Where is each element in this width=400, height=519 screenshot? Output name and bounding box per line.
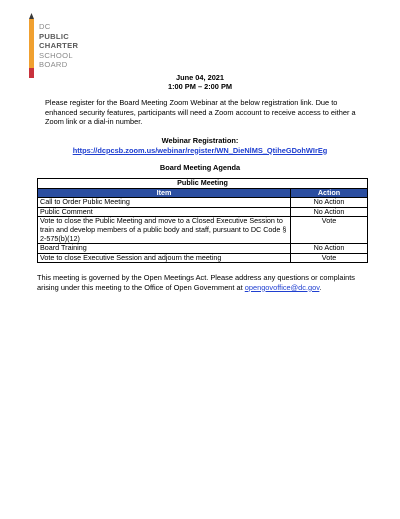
- intro-paragraph: Please register for the Board Meeting Zoom Webinar at the below registration link. Due to enhanced security features, participants will need a Zoom account to receive access to either a Zoom link or a dial-in number.: [45, 98, 356, 127]
- webinar-registration: [0, 136, 400, 155]
- footer-paragraph: [37, 273, 362, 292]
- header-item: Item: [38, 188, 291, 198]
- logo-line-board: BOARD: [39, 60, 68, 70]
- agenda-caption-row: [38, 179, 368, 189]
- header-action: Action: [291, 188, 368, 198]
- webinar-link[interactable]: https://dcpcsb.zoom.us/webinar/register/WN_DieNlMS_QtiheGDohWIrEg: [72, 145, 328, 155]
- table-row: [38, 253, 368, 263]
- agenda-caption: Public Meeting: [38, 179, 368, 189]
- open-gov-email-link[interactable]: opengovoffice@dc.gov: [244, 282, 320, 292]
- logo-line-public: PUBLIC: [39, 31, 70, 41]
- row-item: Public Comment: [38, 207, 291, 217]
- logo-line-charter: CHARTER: [39, 41, 79, 51]
- row-item: Vote to close Executive Session and adjourn the meeting: [38, 253, 291, 263]
- row-item: Board Training: [38, 244, 291, 254]
- row-item: Vote to close the Public Meeting and move to a Closed Executive Session to train and develop members of a public body and staff, pursuant to DC Code § 2-575(b)(12): [38, 217, 291, 244]
- table-row: [38, 244, 368, 254]
- meeting-datetime: [0, 73, 400, 91]
- meeting-date: June 04, 2021: [175, 73, 225, 82]
- row-action: Vote: [291, 253, 368, 263]
- row-action: No Action: [291, 244, 368, 254]
- table-row: [38, 198, 368, 208]
- logo-line-dc: DC: [39, 22, 51, 31]
- logo-text: [39, 22, 78, 70]
- agenda-title: Board Meeting Agenda: [159, 163, 241, 172]
- row-item: Call to Order Public Meeting: [38, 198, 291, 208]
- row-action: No Action: [291, 207, 368, 217]
- webinar-heading: Webinar Registration:: [161, 136, 239, 145]
- row-action: Vote: [291, 217, 368, 244]
- table-row: [38, 217, 368, 244]
- meeting-time: 1:00 PM – 2:00 PM: [167, 82, 233, 91]
- logo-line-school: SCHOOL: [39, 50, 73, 60]
- agenda-table: [37, 178, 368, 263]
- row-action: No Action: [291, 198, 368, 208]
- footer-end: .: [319, 282, 322, 292]
- footer-text: This meeting is governed by the Open Meetings Act. Please address any questions or complaints arising under this meeting to the Office of Open Government at: [37, 273, 355, 292]
